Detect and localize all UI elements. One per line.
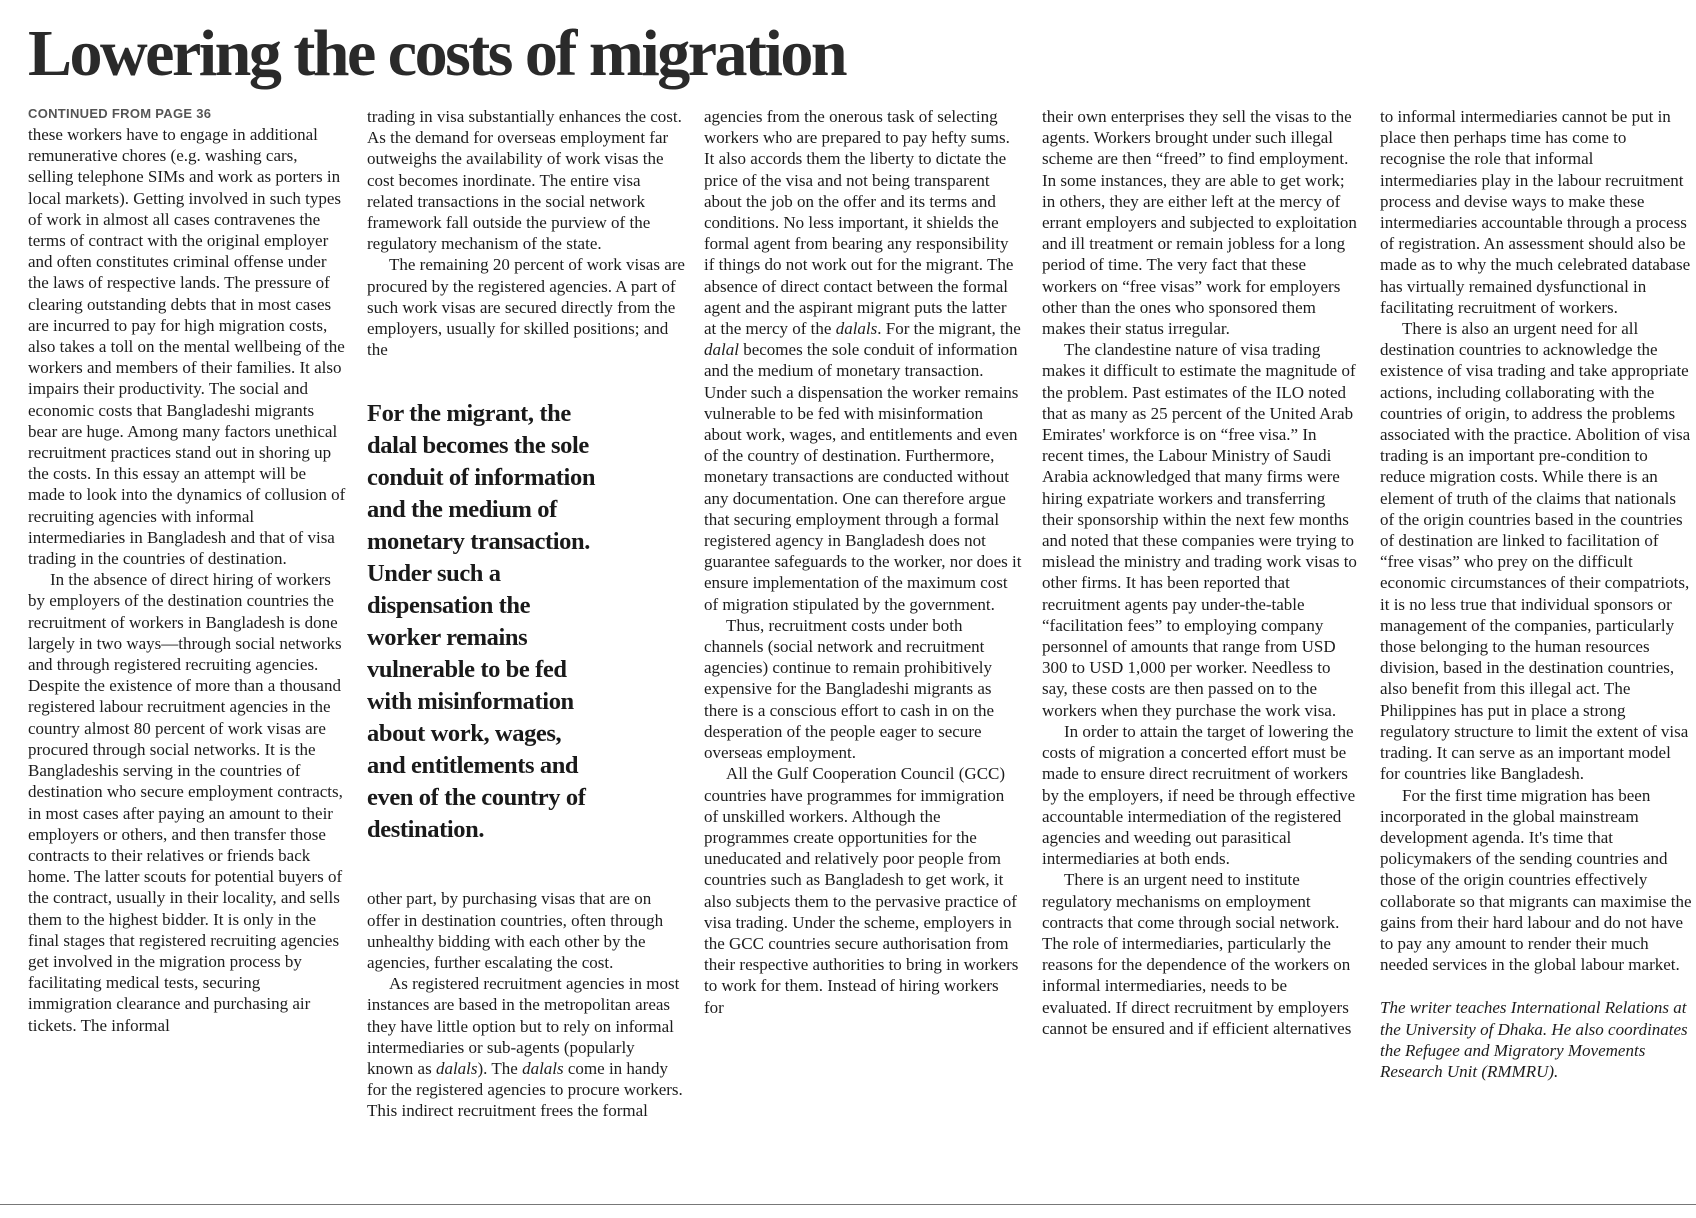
paragraph: these workers have to engage in additional remunerative chores (e.g. washing cars, selling telephone SIMs and work as porters in local markets). Getting involved in such types of work in almost all cases contravenes the terms of contract with the original employer and often constitutes criminal offense under the laws of respective lands. The pressure of clearing outstanding debts that in most cases are incurred to pay for high migration costs, also takes a toll on the mental wellbeing of the workers and members of their families. It also impairs their productivity. The social and economic costs that Bangladeshi migrants bear are huge. Among many factors unethical recruitment practices stand out in shoring up the costs. In this essay an attempt will be made to look into the dynamics of collusion of recruiting agencies with informal intermediaries in Bangladesh and that of visa trading in the countries of destination. xyxy=(28,125,346,569)
article-headline: Lowering the costs of migration xyxy=(28,17,846,90)
article-column-1 xyxy=(28,106,346,1196)
term-dalals: dalals xyxy=(835,319,878,339)
paragraph: their own enterprises they sell the visas to the agents. Workers brought under such illegal scheme are then “freed” to find employment. In some instances, they are able to get work; in others, they are either left at the mercy of errant employers and subjected to exploitation and ill treatment or remain jobless for a long period of time. The very fact that these workers on “free visas” work for employers other than the ones who sponsored them makes their status irregular. xyxy=(1042,107,1357,339)
paragraph: There is also an urgent need for all destination countries to acknowledge the existence of visa trading and take appropriate actions, including collaborating with the countries of origin, to address the problems associated with the practice. Abolition of visa trading is an important pre-condition to reduce migration costs. While there is an element of truth of the claims that nationals of the origin countries based in the countries of destination are linked to facilitation of “free visas” who prey on the difficult economic circumstances of their compatriots, it is no less true that individual sponsors or management of the companies, particularly those belonging to the human resources division, based in the destination countries, also benefit from this illegal act. The Philippines has put in place a strong regulatory structure to limit the extent of visa trading. It can serve as an important model for countries like Bangladesh. xyxy=(1380,319,1691,784)
paragraph: trading in visa substantially enhances the cost. As the demand for overseas employment far outweighs the availability of work visas the cost becomes inordinate. The entire visa related transactions in the social network framework fall outside the purview of the regulatory mechanism of the state. xyxy=(367,107,682,254)
paragraph: Thus, recruitment costs under both channels (social network and recruitment agencies) continue to remain prohibitively expensive for the Bangladeshi migrants as there is a conscious effort to cash in on the desperation of the people eager to secure overseas employment. xyxy=(704,615,995,763)
author-credit: The writer teaches International Relations at the University of Dhaka. He also coordinates the Refugee and Migratory Movements Research Unit (RMMRU). xyxy=(1380,998,1688,1081)
text-run: . For the migrant, the xyxy=(877,319,1021,339)
text-run: ). The xyxy=(477,1059,523,1079)
article-column-2 xyxy=(367,106,685,1196)
paragraph: In order to attain the target of lowering the costs of migration a concerted effort must be made to ensure direct recruitment of workers by the employers, if need be through effective accountable intermediation of the registered agencies and weeding out parasitical intermediaries at both ends. xyxy=(1042,721,1356,869)
paragraph xyxy=(367,973,685,1121)
continued-from-label: CONTINUED FROM PAGE 36 xyxy=(28,106,212,121)
paragraph: There is an urgent need to institute regulatory mechanisms on employment contracts that come through social network. The role of intermediaries, particularly the reasons for the dependence of the workers on informal intermediaries, needs to be evaluated. If direct recruitment by employers cannot be ensured and if efficient alternatives xyxy=(1042,870,1352,1038)
term-dalal: dalal xyxy=(704,340,739,360)
text-run: come in handy for the registered agencies to procure workers. This indirect recruitment frees the formal xyxy=(367,1059,683,1121)
paragraph: All the Gulf Cooperation Council (GCC) countries have programmes for immigration of unskilled workers. Although the programmes create opportunities for the uneducated and relatively poor people from countries such as Bangladesh to get work, it also subjects them to the pervasive practice of visa trading. Under the scheme, employers in the GCC countries secure authorisation from their respective authorities to bring in workers to work for them. Instead of hiring workers for xyxy=(704,764,1019,1017)
paragraph: The clandestine nature of visa trading makes it difficult to estimate the magnitude of the problem. Past estimates of the ILO noted that as many as 25 percent of the United Arab Emirates' workforce is on “free visa.” In recent times, the Labour Ministry of Saudi Arabia acknowledged that many firms were hiring expatriate workers and transferring their sponsorship within the next few months and noted that these companies were trying to mislead the ministry and trading work visas to other firms. It has been reported that recruitment agents pay under-the-table “facilitation fees” to employing company personnel of amounts that range from USD 300 to USD 1,000 per worker. Needless to say, these costs are then passed on to the workers when they purchase the work visa. xyxy=(1042,340,1357,720)
text-run: becomes the sole conduit of information and the medium of monetary transaction. Under such a dispensation the worker remains vulnerable to be fed with misinformation about work, wages, and entitlements and even of the country of destination. Furthermore, monetary transactions are conducted without any documentation. One can therefore argue that securing employment through a formal registered agency in Bangladesh does not guarantee safeguards to the worker, nor does it ensure implementation of the maximum cost of migration stipulated by the government. xyxy=(704,340,1022,614)
paragraph: to informal intermediaries cannot be put in place then perhaps time has come to recognise the role that informal intermediaries play in the labour recruitment process and devise ways to make these intermediaries accountable through a process of registration. An assessment should also be made as to why the much celebrated database has virtually remained dysfunctional in facilitating recruitment of workers. xyxy=(1380,107,1691,317)
bottom-rule xyxy=(0,1204,1696,1205)
term-dalals: dalals xyxy=(522,1059,564,1079)
paragraph: For the first time migration has been incorporated in the global mainstream development agenda. It's time that policymakers of the sending countries and those of the origin countries effectively collaborate so that migrants can maximise the gains from their hard labour and do not have to pay any amount to render their much needed services in the global labour market. xyxy=(1380,785,1692,975)
article-column-5 xyxy=(1380,106,1692,1196)
paragraph xyxy=(704,106,1022,615)
text-run: As registered recruitment agencies in most instances are based in the metropolitan areas they have little option but to rely on informal intermediaries or sub-agents (popularly known as xyxy=(367,974,680,1079)
paragraph: In the absence of direct hiring of workers by employers of the destination countries the recruitment of workers in Bangladesh is done largely in two ways—through social networks and through registered recruiting agencies. Despite the existence of more than a thousand registered labour recruitment agencies in the country almost 80 percent of work visas are procured through social networks. It is the Bangladeshis serving in the countries of destination who secure employment contracts, in most cases after paying an amount to their employers or others, and then transfer those contracts to their relatives or friends back home. The latter scouts for potential buyers of the contract, usually in their locality, and sells them to the highest bidder. It is only in the final stages that registered recruiting agencies get involved in the migration process by facilitating medical tests, securing immigration clearance and purchasing air tickets. The informal xyxy=(28,570,343,1035)
paragraph: The remaining 20 percent of work visas are procured by the registered agencies. A part of such work visas are secured directly from the employers, usually for skilled positions; and the xyxy=(367,255,685,360)
article-column-3 xyxy=(704,106,1022,1196)
article-column-4 xyxy=(1042,106,1360,1196)
text-run: agencies from the onerous task of selecting workers who are prepared to pay hefty sums. It also accords them the liberty to dictate the price of the visa and not being transparent about the job on the offer and its terms and conditions. No less important, it shields the formal agent from bearing any responsibility if things do not work out for the migrant. The absence of direct contact between the formal agent and the aspirant migrant puts the latter at the mercy of the xyxy=(704,107,1014,339)
term-dalals: dalals xyxy=(435,1059,478,1079)
paragraph: other part, by purchasing visas that are on offer in destination countries, often through unhealthy bidding with each other by the agencies, further escalating the cost. xyxy=(367,889,664,973)
pull-quote: For the migrant, the dalal becomes the sole conduit of information and the medium of monetary transaction. Under such a dispensation the worker remains vulnerable to be fed with misinformation about work, wages, and entitlements and even of the country of destination. xyxy=(367,400,596,844)
